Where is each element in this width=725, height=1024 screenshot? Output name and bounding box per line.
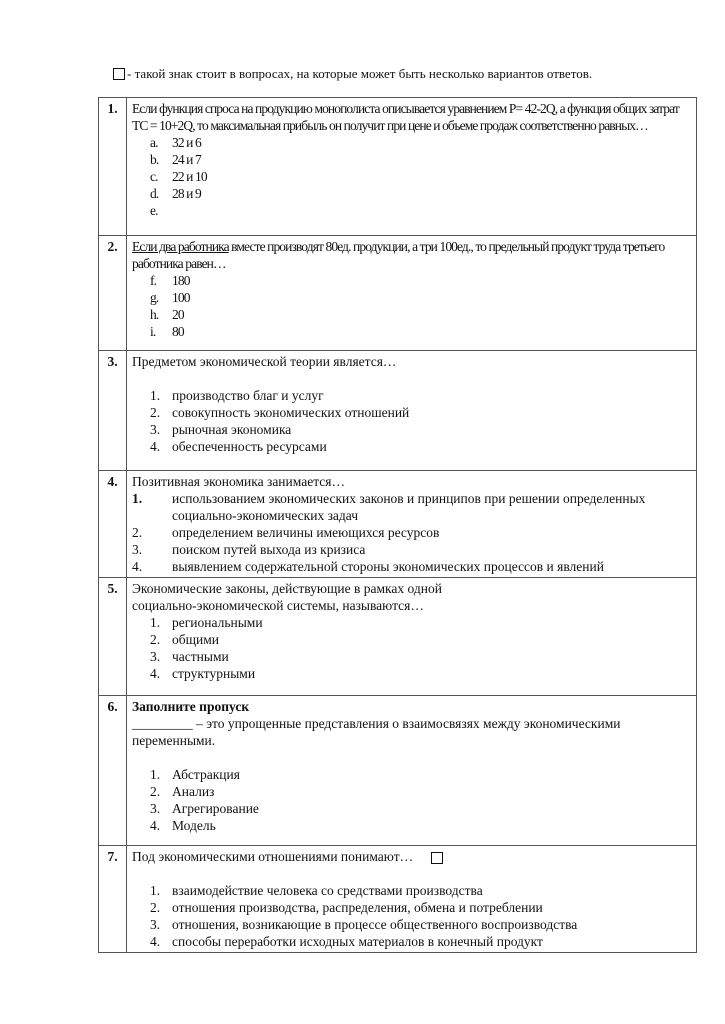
- option-text: Агрегирование: [172, 801, 259, 816]
- option-marker: 1.: [150, 883, 161, 898]
- option: [132, 438, 691, 455]
- option-text: 24 и 7: [172, 152, 201, 167]
- option: [132, 168, 691, 185]
- question-cell: [127, 846, 697, 953]
- checkbox-icon: [431, 852, 443, 864]
- question-row: [99, 236, 697, 351]
- option-text: Анализ: [172, 784, 215, 799]
- option: [132, 614, 691, 631]
- question-row: [99, 351, 697, 471]
- option: [132, 899, 691, 916]
- option-marker: 2.: [150, 405, 161, 420]
- option-list: [132, 387, 691, 455]
- question-number: 4.: [99, 471, 127, 578]
- question-text: Если функция спроса на продукцию монополиста описывается уравнением P= 42-2Q, а функция общих затрат TC = 10+2Q, то максимальная прибыль он получит при цене и объеме продаж соответственно равных…: [132, 101, 679, 133]
- option-marker: d.: [150, 186, 159, 201]
- option-text: 32 и 6: [172, 135, 201, 150]
- option-marker: h.: [150, 307, 159, 322]
- option-list: [132, 766, 691, 834]
- option-text: определением величины имеющихся ресурсов: [172, 525, 440, 540]
- option: [132, 882, 691, 899]
- option-text: совокупность экономических отношений: [172, 405, 410, 420]
- option: [132, 185, 691, 202]
- option-marker: 4.: [150, 439, 161, 454]
- option: [132, 202, 691, 219]
- question-number: 1.: [99, 98, 127, 236]
- underlined-text: Если два работника: [132, 239, 229, 254]
- question-text: _________ – это упрощенные представления о взаимосвязях между экономическими переменными.: [132, 716, 621, 748]
- question-cell: [127, 351, 697, 471]
- option-marker: g.: [150, 290, 159, 305]
- option-text: отношения производства, распределения, обмена и потреблении: [172, 900, 543, 915]
- option: [132, 648, 691, 665]
- option-marker: 3.: [132, 542, 143, 557]
- legend-text: - такой знак стоит в вопросах, на которые может быть несколько вариантов ответов.: [127, 66, 593, 81]
- option-marker: 2.: [132, 525, 143, 540]
- option: [132, 151, 691, 168]
- questions-table: [98, 97, 697, 953]
- question-title: Заполните пропуск: [132, 699, 250, 714]
- option-marker: e.: [150, 203, 158, 218]
- question-row: [99, 846, 697, 953]
- option-marker: i.: [150, 324, 156, 339]
- question-number: 5.: [99, 578, 127, 696]
- option-text: 100: [172, 290, 190, 305]
- spacer: [132, 370, 691, 387]
- legend-note: [113, 66, 592, 82]
- option: [132, 404, 691, 421]
- option-text: взаимодействие человека со средствами производства: [172, 883, 483, 898]
- question-text: Предметом экономической теории является…: [132, 354, 397, 369]
- question-text: [132, 238, 691, 272]
- option-marker: 4.: [150, 934, 161, 949]
- option-marker: 4.: [150, 666, 161, 681]
- option-text: общими: [172, 632, 220, 647]
- question-row: [99, 471, 697, 578]
- option-text: Модель: [172, 818, 216, 833]
- option-list: [132, 272, 691, 340]
- option: [132, 933, 691, 950]
- option: [132, 134, 691, 151]
- option: [132, 490, 691, 524]
- question-number: 2.: [99, 236, 127, 351]
- option-marker: 4.: [132, 559, 143, 574]
- option-marker: 3.: [150, 649, 161, 664]
- question-cell: [127, 98, 697, 236]
- option-text: использованием экономических законов и принципов при решении определенных социально-экономических задач: [172, 491, 646, 523]
- option-list: [132, 614, 691, 682]
- option-text: отношения, возникающие в процессе общественного воспроизводства: [172, 917, 578, 932]
- option-text: выявлением содержательной стороны экономических процессов и явлений: [172, 559, 604, 574]
- question-text-rest: вместе производят 80ед. продукции, а три 100ед., то предельный продукт труда третьего работника равен…: [132, 239, 665, 271]
- option: [132, 665, 691, 682]
- option: [132, 306, 691, 323]
- option-text: 22 и 10: [172, 169, 207, 184]
- option: [132, 524, 691, 541]
- option: [132, 541, 691, 558]
- option: [132, 289, 691, 306]
- option-marker: 4.: [150, 818, 161, 833]
- question-number: 7.: [99, 846, 127, 953]
- question-row: [99, 696, 697, 846]
- option: [132, 766, 691, 783]
- option: [132, 817, 691, 834]
- option-marker: b.: [150, 152, 159, 167]
- option-marker: 2.: [150, 784, 161, 799]
- question-number: 6.: [99, 696, 127, 846]
- checkbox-icon: [113, 68, 125, 80]
- option: [132, 323, 691, 340]
- option-list: [132, 490, 691, 575]
- option-marker: c.: [150, 169, 158, 184]
- option-marker: 1.: [150, 767, 161, 782]
- option-marker: a.: [150, 135, 158, 150]
- spacer: [132, 749, 691, 766]
- option: [132, 916, 691, 933]
- question-cell: [127, 471, 697, 578]
- option-marker: 1.: [132, 491, 143, 506]
- option: [132, 631, 691, 648]
- question-text: Экономические законы, действующие в рамках одной социально-экономической системы, называются…: [132, 581, 442, 613]
- option: [132, 387, 691, 404]
- option: [132, 421, 691, 438]
- question-number: 3.: [99, 351, 127, 471]
- option: [132, 783, 691, 800]
- option-marker: 1.: [150, 615, 161, 630]
- option-marker: 3.: [150, 801, 161, 816]
- question-text: [132, 848, 691, 865]
- question-row: [99, 98, 697, 236]
- option-text: обеспеченность ресурсами: [172, 439, 327, 454]
- option-text: 20: [172, 307, 184, 322]
- option-text: поиском путей выхода из кризиса: [172, 542, 366, 557]
- option-text: 180: [172, 273, 190, 288]
- option-marker: f.: [150, 273, 157, 288]
- option-text: 28 и 9: [172, 186, 201, 201]
- question-cell: [127, 696, 697, 846]
- option-text: структурными: [172, 666, 256, 681]
- option-text: производство благ и услуг: [172, 388, 324, 403]
- option-text: 80: [172, 324, 184, 339]
- option-marker: 2.: [150, 900, 161, 915]
- question-cell: [127, 236, 697, 351]
- option: [132, 800, 691, 817]
- option-list: [132, 134, 691, 219]
- question-cell: [127, 578, 697, 696]
- option: [132, 558, 691, 575]
- option-marker: 1.: [150, 388, 161, 403]
- spacer: [132, 865, 691, 882]
- option-text: способы переработки исходных материалов в конечный продукт: [172, 934, 543, 949]
- option-marker: 2.: [150, 632, 161, 647]
- question-text-content: Под экономическими отношениями понимают…: [132, 849, 414, 864]
- option: [132, 272, 691, 289]
- option-list: [132, 882, 691, 950]
- option-text: рыночная экономика: [172, 422, 292, 437]
- question-row: [99, 578, 697, 696]
- option-marker: 3.: [150, 917, 161, 932]
- option-text: частными: [172, 649, 229, 664]
- option-text: Абстракция: [172, 767, 240, 782]
- option-text: региональными: [172, 615, 263, 630]
- question-text: Позитивная экономика занимается…: [132, 474, 345, 489]
- option-marker: 3.: [150, 422, 161, 437]
